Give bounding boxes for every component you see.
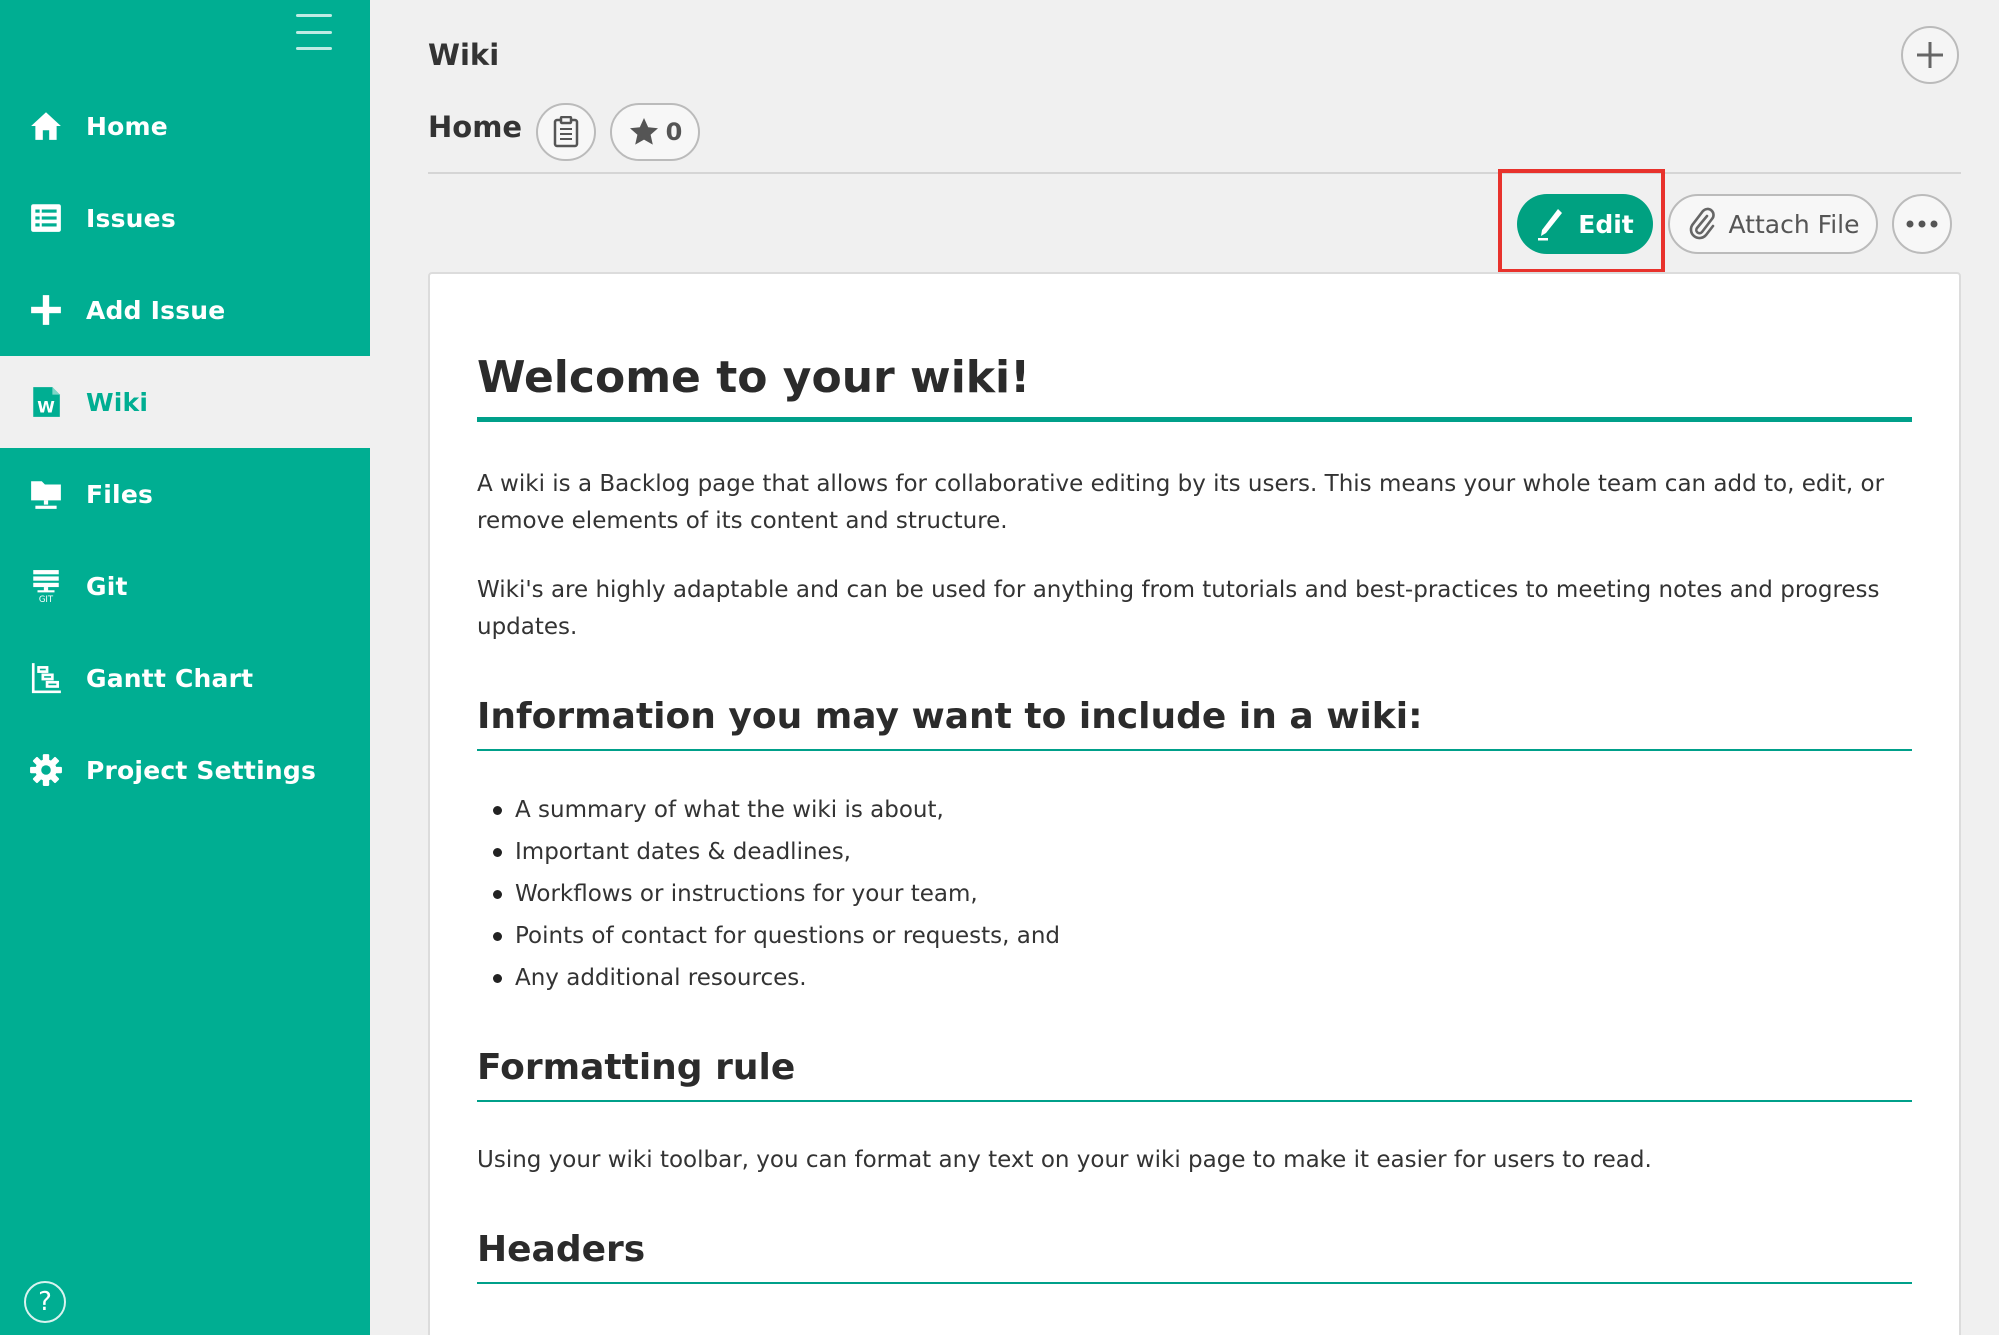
- paperclip-icon: [1687, 207, 1717, 241]
- sidebar-item-label: Wiki: [86, 387, 149, 417]
- plus-icon: [28, 292, 64, 328]
- sidebar-item-label: Issues: [86, 203, 176, 233]
- wiki-paragraph: A wiki is a Backlog page that allows for collaborative editing by its users. This means your whole team can add to, edit, or remove elements of its content and structure.: [477, 471, 1885, 534]
- sidebar-item-label: Home: [86, 111, 168, 141]
- wiki-subheading: Headers: [477, 1229, 1912, 1284]
- list-item: Points of contact for questions or requests, and: [515, 915, 1912, 957]
- header-divider: [428, 172, 1961, 174]
- sidebar-item-label: Git: [86, 571, 128, 601]
- help-icon[interactable]: ?: [24, 1281, 66, 1323]
- pen-icon: [1536, 207, 1564, 241]
- sidebar-item-label: Add Issue: [86, 295, 226, 325]
- clipboard-icon: [552, 116, 580, 148]
- list-item: Important dates & deadlines,: [515, 831, 1912, 873]
- wiki-list: [477, 789, 1912, 999]
- sidebar-item-label: Files: [86, 479, 154, 509]
- wiki-page-name: Home: [428, 110, 523, 144]
- attach-file-label: Attach File: [1728, 209, 1860, 239]
- sidebar-item-label: Project Settings: [86, 755, 317, 785]
- sidebar-item-issues[interactable]: [0, 172, 370, 264]
- gear-icon: [28, 752, 64, 788]
- star-button[interactable]: [610, 103, 700, 161]
- sidebar: [0, 0, 370, 1335]
- sidebar-item-gantt-chart[interactable]: [0, 632, 370, 724]
- wiki-paragraph: Using your wiki toolbar, you can format any text on your wiki page to make it easier for users to read.: [477, 1147, 1652, 1173]
- sidebar-item-wiki[interactable]: [0, 356, 370, 448]
- list-item: Any additional resources.: [515, 957, 1912, 999]
- attach-file-button[interactable]: [1668, 194, 1878, 254]
- main-content: [370, 0, 1999, 1335]
- ellipsis-icon: [1904, 219, 1940, 229]
- svg-text:W: W: [37, 397, 55, 417]
- list-item: Workflows or instructions for your team,: [515, 873, 1912, 915]
- sidebar-item-project-settings[interactable]: [0, 724, 370, 816]
- sidebar-item-git[interactable]: [0, 540, 370, 632]
- wiki-subheading: Formatting rule: [477, 1047, 1912, 1102]
- sidebar-item-add-issue[interactable]: [0, 264, 370, 356]
- list-item: A summary of what the wiki is about,: [515, 789, 1912, 831]
- wiki-icon: [28, 384, 64, 420]
- sidebar-nav: [0, 80, 370, 816]
- wiki-heading: Welcome to your wiki!: [477, 274, 1912, 422]
- star-count: 0: [665, 118, 683, 146]
- issues-icon: [28, 200, 64, 236]
- add-wiki-button[interactable]: [1901, 26, 1959, 84]
- files-icon: [28, 476, 64, 512]
- home-icon: [28, 108, 64, 144]
- git-icon: [28, 568, 64, 604]
- wiki-content-panel: [428, 272, 1961, 1335]
- star-icon: [628, 116, 660, 148]
- sidebar-item-home[interactable]: [0, 80, 370, 172]
- gantt-icon: [28, 660, 64, 696]
- wiki-paragraph: Wiki's are highly adaptable and can be used for anything from tutorials and best-practices to meeting notes and progress updates.: [477, 577, 1880, 640]
- edit-button-label: Edit: [1578, 209, 1634, 239]
- sidebar-item-label: Gantt Chart: [86, 663, 254, 693]
- svg-text:GIT: GIT: [38, 594, 54, 603]
- hamburger-menu-icon[interactable]: [292, 12, 336, 52]
- copy-button[interactable]: [536, 103, 596, 161]
- more-options-button[interactable]: [1892, 194, 1952, 254]
- plus-icon: [1915, 40, 1945, 70]
- page-title: Wiki: [428, 38, 500, 72]
- edit-button[interactable]: [1517, 194, 1653, 254]
- wiki-subheading: Information you may want to include in a wiki:: [477, 696, 1912, 751]
- sidebar-item-files[interactable]: [0, 448, 370, 540]
